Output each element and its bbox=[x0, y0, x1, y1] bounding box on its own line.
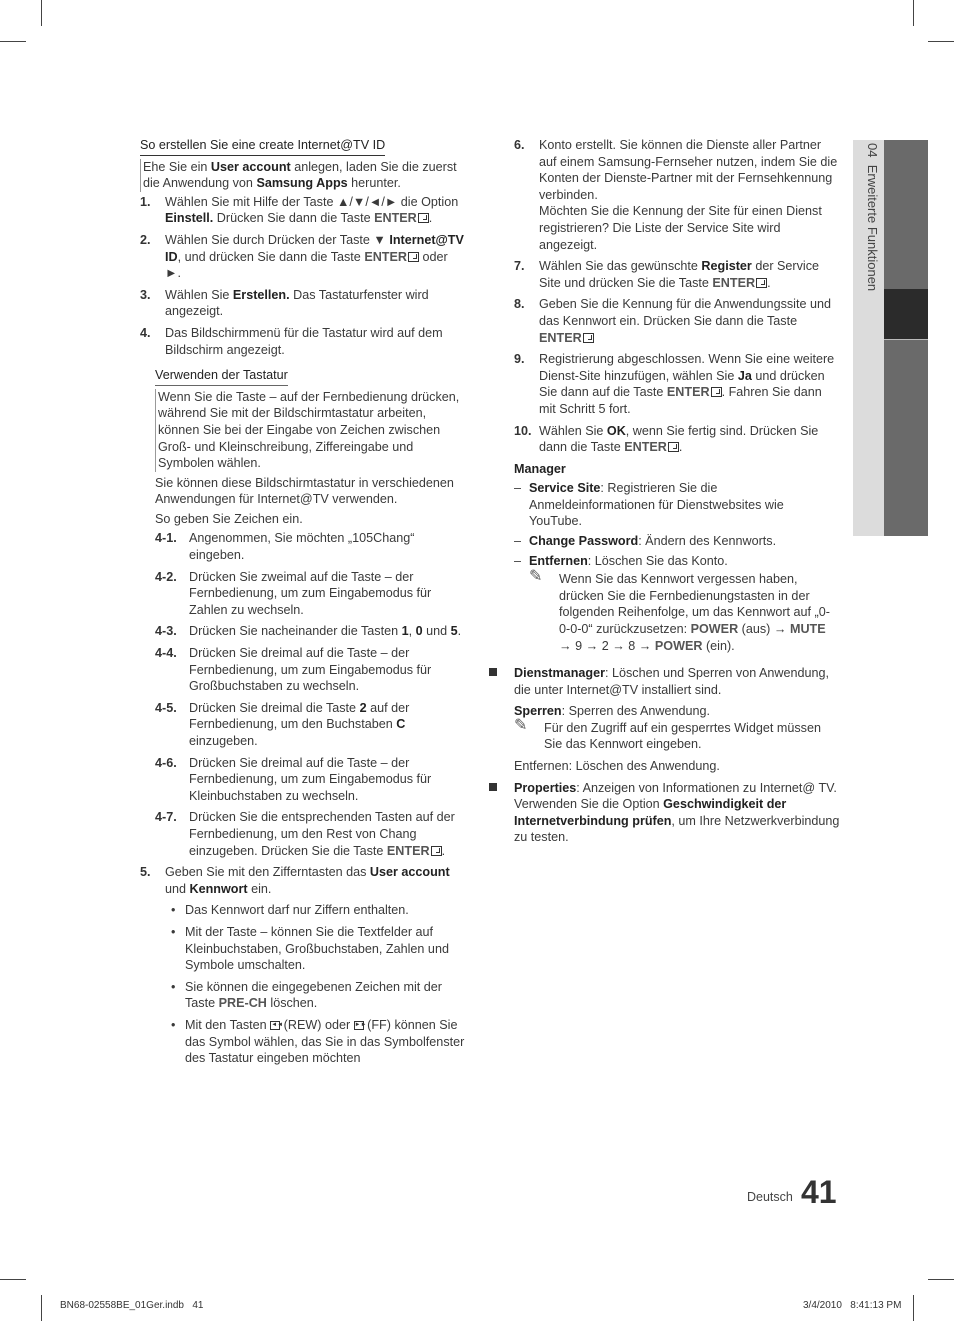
bullet-icon: • bbox=[171, 924, 176, 939]
square-bullet-item: Properties: Anzeigen von Informationen zu Internet@ TV. Verwenden Sie die Option Geschwindigkeit der Internetverbindung prüfen, um Ihre Netzwerkverbindung zu testen. bbox=[489, 780, 840, 846]
bullet-item: • Mit den Tasten ◄◄ (REW) oder ►► (FF) können Sie das Symbol wählen, das Sie in das Symbolfenster des Tastatur eingeben möchten bbox=[171, 1017, 465, 1066]
step-4-2: 4-2. Drücken Sie zweimal auf die Taste – der Fernbedienung, um zum Eingabemodus für Zahlen zu wechseln. bbox=[155, 569, 432, 617]
chapter-number: 04 bbox=[865, 143, 880, 158]
step-4-1: 4-1. Angenommen, Sie möchten „105Chang“ eingeben. bbox=[155, 531, 415, 563]
bullet-icon: • bbox=[171, 979, 176, 994]
page-number: 41 bbox=[801, 1174, 837, 1210]
fast-forward-icon: ►► bbox=[354, 1022, 367, 1029]
step-4-6: 4-6. Drücken Sie dreimal auf die Taste – der Fernbedienung, um zum Eingabemodus für Kleinbuchstaben zu wechseln. bbox=[155, 755, 432, 803]
step-4-4: 4-4. Drücken Sie dreimal auf die Taste – der Fernbedienung, um zum Eingabemodus für Großbuchstaben zu wechseln. bbox=[155, 646, 432, 694]
page-language: Deutsch bbox=[747, 1190, 793, 1204]
step-9: 9. Registrierung abgeschlossen. Wenn Sie eine weitere Dienst-Site hinzufügen, wählen Sie Ja und drücken Sie dann auf die Taste ENTER . Fahren Sie dann mit Schritt 5 fort. bbox=[514, 352, 835, 416]
entfernen-line: Entfernen: Löschen des Anwendung. bbox=[514, 758, 720, 773]
step-6: 6. Konto erstellt. Sie können die Dienste aller Partner auf einem Samsung-Fernseher nutzen, indem Sie die Konten der Dienste-Partner mit der Fernsehkennung verbinden. Möchten Sie die Kennung der Site für einen Dienst registrieren? Die Liste der Service Site wird angezeigt. bbox=[514, 138, 838, 252]
square-bullet-icon bbox=[489, 783, 497, 791]
rewind-icon: ◄◄ bbox=[271, 1022, 284, 1029]
step-4-7: 4-7. Drücken Sie die entsprechenden Tasten auf der Fernbedienung, um den Rest von Chang einzugeben. Drücken Sie die Taste ENTER . bbox=[155, 810, 455, 858]
pencil-note-icon: ✎ bbox=[529, 568, 543, 586]
crop-mark bbox=[0, 1279, 26, 1280]
chapter-label bbox=[860, 143, 880, 343]
crop-mark bbox=[913, 1295, 914, 1321]
crop-mark bbox=[0, 41, 26, 42]
keyboard-text: Wenn Sie die Taste – auf der Fernbedienung drücken, während Sie mit der Bildschirmtastatur arbeiten, können Sie bei der Eingabe von Zeichen zwischen Groß- und Kleinschreibung, Ziffereingabe und Symbolen wählen. bbox=[155, 389, 465, 472]
keyboard-heading: Verwenden der Tastatur bbox=[155, 367, 288, 386]
enter-icon bbox=[756, 278, 767, 288]
left-column bbox=[140, 137, 465, 1067]
step-2: 2. Wählen Sie durch Drücken der Taste ▼ Internet@TV ID, und drücken Sie dann die Taste ENTER oder ►. bbox=[140, 232, 464, 281]
step-10: 10. Wählen Sie OK, wenn Sie fertig sind. Drücken Sie dann die Taste ENTER . bbox=[514, 423, 819, 455]
step-4: 4. Das Bildschirmmenü für die Tastatur wird auf dem Bildschirm angezeigt. bbox=[140, 325, 443, 357]
bullet-item: • Mit der Taste – können Sie die Textfelder auf Kleinbuchstaben, Großbuchstaben, Zahlen und Symbole umschalten. bbox=[171, 924, 449, 973]
step-7: 7. Wählen Sie das gewünschte Register der Service Site und drücken Sie die Taste ENTER . bbox=[514, 259, 820, 290]
footer-datetime: 3/4/2010 8:41:13 PM bbox=[803, 1300, 902, 1311]
keyboard-section bbox=[155, 367, 465, 859]
bullet-icon: • bbox=[171, 903, 176, 918]
step-1: 1. Wählen Sie mit Hilfe der Taste ▲/▼/◄/► die Option Einstell. Drücken Sie dann die Taste ENTER . bbox=[140, 194, 459, 226]
enter-icon bbox=[431, 846, 442, 856]
step-5-bullets bbox=[165, 902, 465, 1066]
square-bullet-icon bbox=[489, 668, 497, 676]
note-item: ✎ Wenn Sie das Kennwort vergessen haben, drücken Sie die Fernbedienungstasten in der folgenden Reihenfolge, um das Kennwort auf „0-0-0-0“ zurückzusetzen: POWER (aus) → MUTE → 9 → 2 → 8 → POWER (ein). bbox=[529, 568, 830, 653]
intro-text: Ehe Sie ein User account anlegen, laden Sie die zuerst die Anwendung von Samsung Apps herunter. bbox=[140, 159, 465, 192]
step-8: 8. Geben Sie die Kennung für die Anwendungssite und das Kennwort ein. Drücken Sie dann die Taste ENTER bbox=[514, 297, 831, 345]
side-tab-active bbox=[884, 289, 928, 339]
dash-icon: – bbox=[514, 534, 522, 549]
step-4-5: 4-5. Drücken Sie dreimal die Taste 2 auf der Fernbedienung, um den Buchstaben C einzugeben. bbox=[155, 700, 410, 748]
pencil-note-icon: ✎ bbox=[514, 716, 528, 734]
square-bullet-item: Dienstmanager: Löschen und Sperren von Anwendung, die unter Internet@TV installiert sind. bbox=[489, 665, 840, 698]
manager-heading: Manager bbox=[514, 461, 566, 476]
manager-item: – Change Password: Ändern des Kennworts. bbox=[514, 534, 777, 549]
chapter-title: Erweiterte Funktionen bbox=[865, 164, 880, 292]
crop-mark bbox=[928, 41, 954, 42]
keyboard-text: Sie können diese Bildschirmtastatur in verschiedenen Anwendungen für Internet@TV verwenden. bbox=[155, 475, 454, 507]
enter-icon bbox=[408, 252, 419, 262]
step-3: 3. Wählen Sie Erstellen. Das Tastaturfenster wird angezeigt. bbox=[140, 287, 429, 319]
bullet-item: • Sie können die eingegebenen Zeichen mit der Taste PRE-CH löschen. bbox=[171, 979, 442, 1011]
enter-icon bbox=[583, 333, 594, 343]
manager-item: – Entfernen: Löschen Sie das Konto. bbox=[514, 553, 728, 568]
crop-mark bbox=[41, 1295, 42, 1321]
side-tab-divider bbox=[884, 339, 928, 340]
right-column-lower bbox=[489, 665, 840, 846]
crop-mark bbox=[913, 0, 914, 26]
step-4-3: 4-3. Drücken Sie nacheinander die Tasten 1, 0 und 5. bbox=[155, 624, 462, 639]
enter-icon bbox=[668, 442, 679, 452]
crop-mark bbox=[41, 0, 42, 26]
crop-mark bbox=[928, 1279, 954, 1280]
manager-item: – Service Site: Registrieren Sie die Anmeldeinformationen für Dienstwebsites wie YouTube. bbox=[514, 481, 784, 529]
footer-file: BN68-02558BE_01Ger.indb 41 bbox=[60, 1300, 204, 1311]
dash-icon: – bbox=[514, 553, 522, 568]
right-column bbox=[514, 137, 840, 654]
sperren-line: Sperren: Sperren des Anwendung. bbox=[514, 704, 711, 719]
dash-icon: – bbox=[514, 481, 522, 496]
bullet-icon: • bbox=[171, 1017, 176, 1032]
section-heading: So erstellen Sie eine create Internet@TV ID bbox=[140, 137, 385, 156]
enter-icon bbox=[711, 387, 722, 397]
bullet-item: • Das Kennwort darf nur Ziffern enthalten. bbox=[171, 903, 409, 918]
note-item: ✎ Für den Zugriff auf ein gesperrtes Widget müssen Sie das Kennwort eingeben. bbox=[514, 716, 821, 752]
enter-icon bbox=[418, 213, 429, 223]
keyboard-text: So geben Sie Zeichen ein. bbox=[155, 511, 303, 526]
step-5: 5. Geben Sie mit den Zifferntasten das User account und Kennwort ein. bbox=[140, 865, 450, 896]
